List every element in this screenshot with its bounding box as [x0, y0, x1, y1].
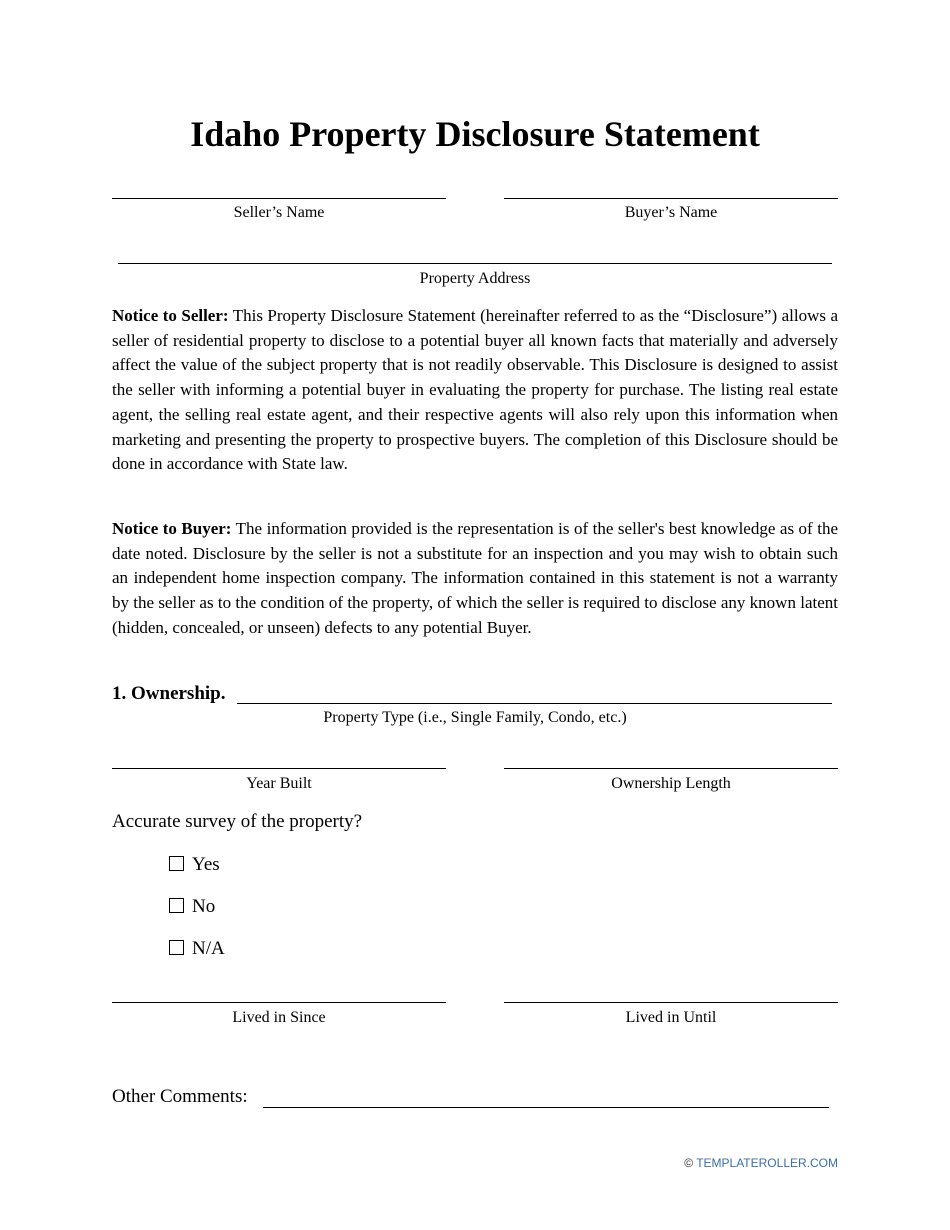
footer-credit — [600, 1155, 838, 1171]
survey-option-na[interactable] — [169, 937, 225, 961]
seller-name-label: Seller’s Name — [233, 204, 325, 221]
year-built-line[interactable] — [112, 768, 446, 769]
checkbox-icon[interactable] — [169, 898, 184, 913]
survey-option-no-label: No — [192, 896, 216, 917]
survey-question: Accurate survey of the property? — [112, 811, 363, 832]
property-address-label: Property Address — [419, 270, 531, 287]
property-type-label: Property Type (i.e., Single Family, Condo, etc.) — [323, 709, 627, 726]
other-comments-label: Other Comments: — [112, 1086, 248, 1107]
copyright-icon: © — [684, 1156, 694, 1170]
ownership-length-label: Ownership Length — [611, 775, 731, 792]
property-type-line[interactable] — [237, 703, 832, 704]
footer-brand-link[interactable]: TEMPLATEROLLER.COM — [696, 1156, 838, 1170]
notice-to-buyer — [112, 517, 838, 641]
buyer-name-label: Buyer’s Name — [624, 204, 718, 221]
buyer-name-line[interactable] — [504, 198, 838, 199]
lived-in-until-line[interactable] — [504, 1002, 838, 1003]
survey-option-na-label: N/A — [192, 938, 225, 959]
lived-in-until-label: Lived in Until — [625, 1009, 717, 1026]
checkbox-icon[interactable] — [169, 940, 184, 955]
lived-in-since-line[interactable] — [112, 1002, 446, 1003]
document-title: Idaho Property Disclosure Statement — [190, 114, 760, 154]
other-comments-line[interactable] — [263, 1107, 829, 1108]
notice-to-seller — [112, 304, 838, 477]
survey-option-no[interactable] — [169, 895, 215, 919]
notice-to-buyer-label: Notice to Buyer: — [112, 519, 232, 538]
survey-option-yes-label: Yes — [192, 854, 220, 875]
property-address-line[interactable] — [118, 263, 832, 264]
survey-option-yes[interactable] — [169, 853, 220, 877]
seller-name-line[interactable] — [112, 198, 446, 199]
ownership-length-line[interactable] — [504, 768, 838, 769]
lived-in-since-label: Lived in Since — [232, 1009, 326, 1026]
ownership-heading: 1. Ownership. — [112, 683, 226, 704]
notice-to-seller-text: This Property Disclosure Statement (hereinafter referred to as the “Disclosure”) allows a seller of residential property to disclose to a potential buyer all known facts that materially and adversely affect the value of the subject property that is not readily observable. This Disclosure is designed to assist the seller with informing a potential buyer in evaluating the property for purchase. The listing real estate agent, the selling real estate agent, and their respective agents will also rely upon this information when marketing and presenting the property to prospective buyers. The completion of this Disclosure should be done in accordance with State law. — [112, 306, 838, 474]
checkbox-icon[interactable] — [169, 856, 184, 871]
year-built-label: Year Built — [246, 775, 312, 792]
notice-to-buyer-text: The information provided is the representation is of the seller's best knowledge as of the date noted. Disclosure by the seller is not a substitute for an inspection and you may wish to obtain such an independent home inspection company. The information contained in this statement is not a warranty by the seller as to the condition of the property, of which the seller is required to disclose any known latent (hidden, concealed, or unseen) defects to any potential Buyer. — [112, 519, 838, 637]
notice-to-seller-label: Notice to Seller: — [112, 306, 229, 325]
